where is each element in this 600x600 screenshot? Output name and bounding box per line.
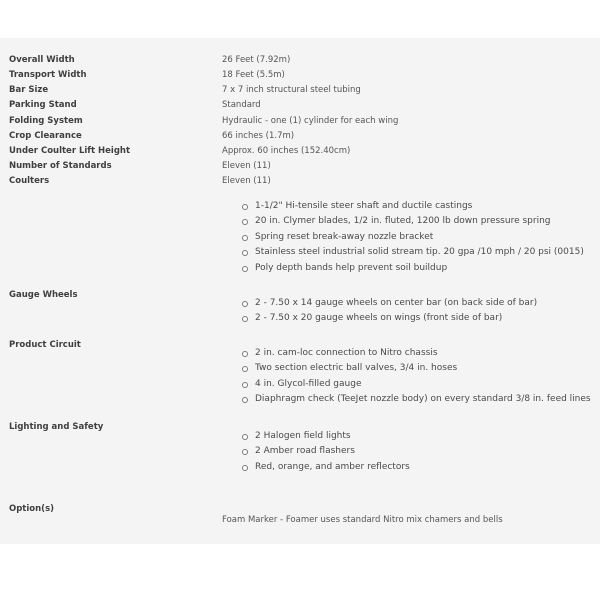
spec-value: Eleven (11) [222,161,271,171]
spec-label: Overall Width [9,55,75,65]
bullet-icon [242,449,248,455]
section-title-product-circuit: Product Circuit [9,340,81,350]
bullet-icon [242,351,248,357]
list-item: 2 Halogen field lights [242,429,410,444]
list-item: Poly depth bands help prevent soil buildup [242,261,584,276]
product-circuit-list [242,346,591,408]
list-item: Stainless steel industrial solid stream tip. 20 gpa /10 mph / 20 psi (0015) [242,245,584,260]
spec-value: 66 inches (1.7m) [222,131,295,141]
coulter-features-list [242,199,584,276]
section-title-lighting-safety: Lighting and Safety [9,422,104,432]
spec-label: Bar Size [9,85,49,95]
section-title-gauge-wheels: Gauge Wheels [9,290,78,300]
list-item: Red, orange, and amber reflectors [242,460,410,475]
bullet-icon [242,465,248,471]
spec-label: Folding System [9,116,83,126]
list-item: 4 in. Glycol-filled gauge [242,377,591,392]
bullet-icon [242,301,248,307]
spec-label: Crop Clearance [9,131,82,141]
lighting-safety-list [242,429,410,475]
spec-value: 26 Feet (7.92m) [222,55,291,65]
spec-value: 18 Feet (5.5m) [222,70,285,80]
list-item: Diaphragm check (TeeJet nozzle body) on every standard 3/8 in. feed lines [242,392,591,407]
spec-label: Transport Width [9,70,87,80]
spec-label: Under Coulter Lift Height [9,146,131,156]
spec-value: Standard [222,100,261,110]
spec-value: 7 x 7 inch structural steel tubing [222,85,361,95]
spec-label: Coulters [9,176,50,186]
bullet-icon [242,266,248,272]
list-item: Two section electric ball valves, 3/4 in. hoses [242,361,591,376]
spec-label: Parking Stand [9,100,77,110]
spec-value: Hydraulic - one (1) cylinder for each wing [222,116,399,126]
bullet-icon [242,366,248,372]
bullet-icon [242,397,248,403]
list-item: 2 Amber road flashers [242,444,410,459]
bullet-icon [242,316,248,322]
spec-value: Approx. 60 inches (152.40cm) [222,146,351,156]
gauge-wheels-list [242,296,537,327]
list-item: 2 - 7.50 x 14 gauge wheels on center bar (on back side of bar) [242,296,537,311]
spec-label: Number of Standards [9,161,112,171]
list-item: 2 - 7.50 x 20 gauge wheels on wings (front side of bar) [242,311,537,326]
list-item: 20 in. Clymer blades, 1/2 in. fluted, 1200 lb down pressure spring [242,214,584,229]
bullet-icon [242,235,248,241]
section-title-options: Option(s) [9,504,55,514]
spec-value: Eleven (11) [222,176,271,186]
bullet-icon [242,382,248,388]
bullet-icon [242,434,248,440]
list-item: Spring reset break-away nozzle bracket [242,230,584,245]
bullet-icon [242,219,248,225]
list-item: 2 in. cam-loc connection to Nitro chassis [242,346,591,361]
list-item: 1-1/2" Hi-tensile steer shaft and ductile castings [242,199,584,214]
option-value: Foam Marker - Foamer uses standard Nitro mix chamers and bells [222,515,503,525]
bullet-icon [242,204,248,210]
bullet-icon [242,250,248,256]
